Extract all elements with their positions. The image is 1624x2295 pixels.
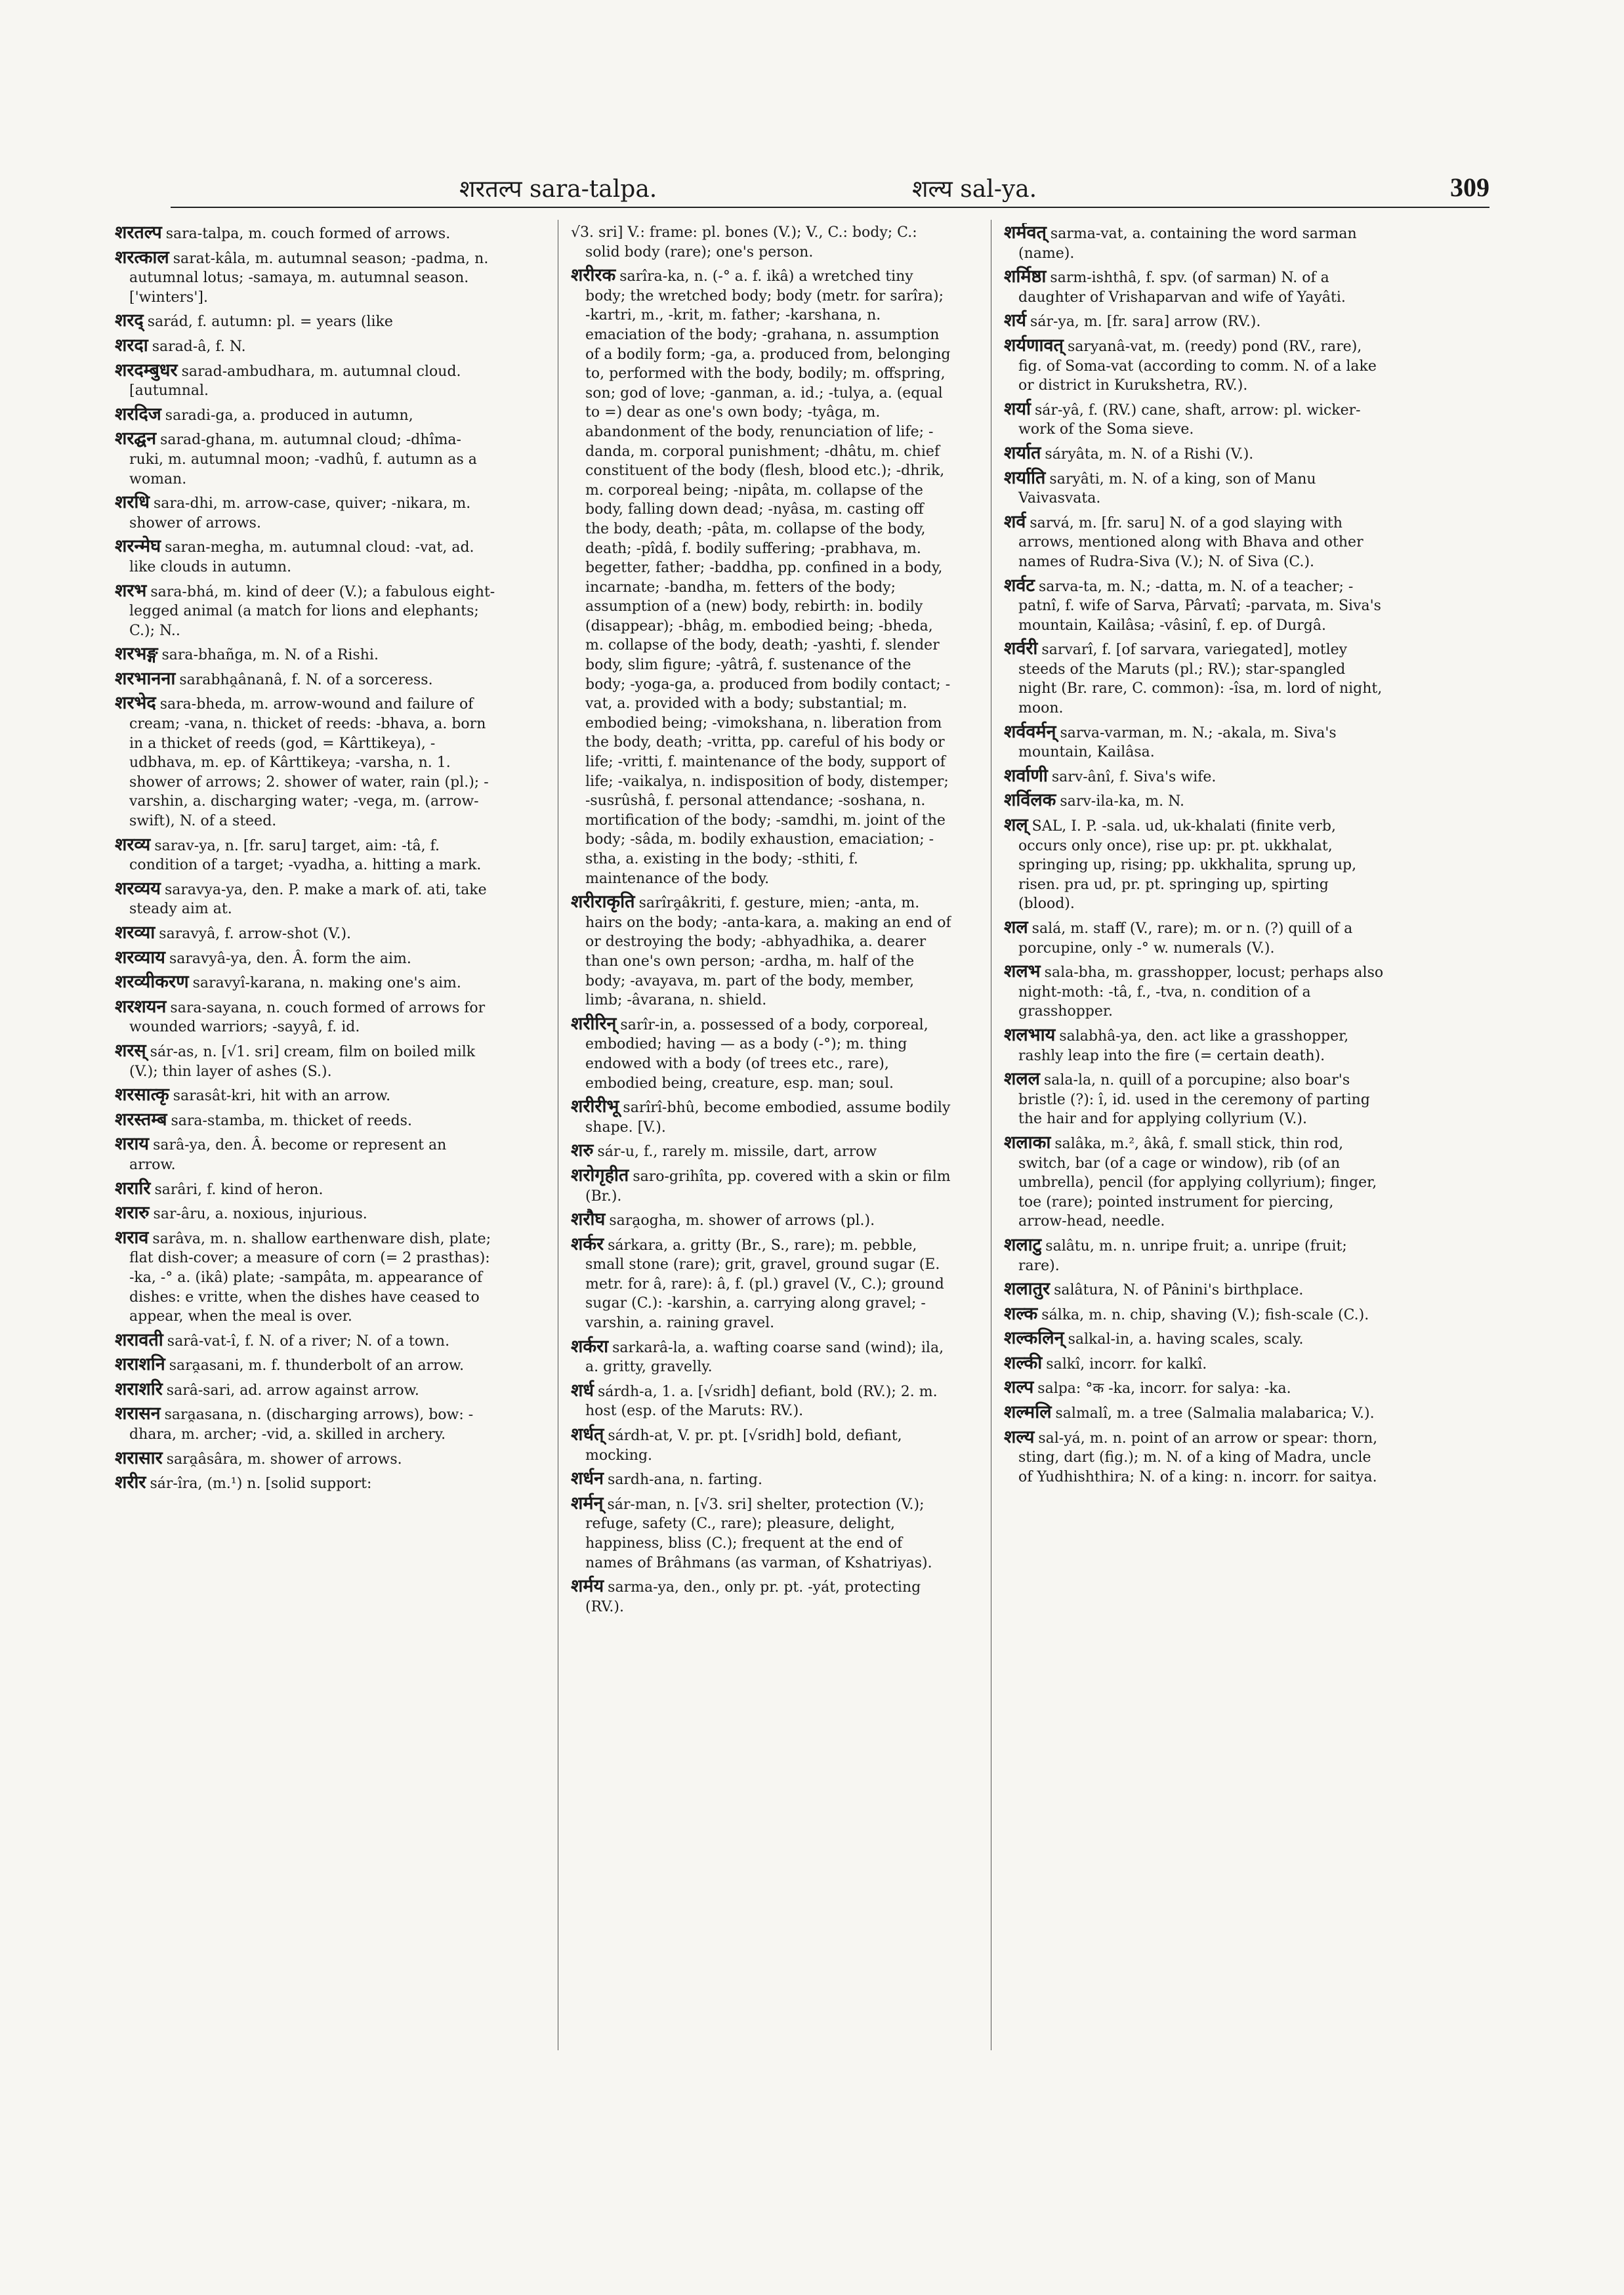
dictionary-entry [115, 581, 495, 641]
entry-definition: sarad-ghana, m. autumnal cloud; -dhîma-ruki, m. autumnal moon; -vadhû, f. autumn as a woman. [129, 432, 477, 487]
entry-headword: शरदा [115, 335, 148, 356]
entry-definition: sarîrî-bhû, become embodied, assume bodily shape. [V.). [585, 1100, 951, 1136]
entry-headword: शरासार [115, 1447, 163, 1468]
dictionary-entry [115, 311, 495, 332]
entry-definition: sár-u, f., rarely m. missile, dart, arrow [597, 1144, 877, 1161]
dictionary-entry [1004, 639, 1385, 718]
entry-definition: salâtu, m. n. unripe fruit; a. unripe (fruit; rare). [1018, 1237, 1347, 1274]
entry-headword: शर्व [1004, 511, 1026, 532]
dictionary-entry [115, 1355, 495, 1376]
dictionary-entry [1004, 400, 1385, 440]
dictionary-entry [115, 248, 495, 308]
entry-definition: sara̯asana, n. (discharging arrows), bow: -dhara, m. archer; -vid, a. skilled in archery. [129, 1407, 474, 1443]
dictionary-entry [571, 1235, 951, 1333]
entry-definition: salkî, incorr. for kalkî. [1046, 1355, 1207, 1373]
dictionary-entry [115, 1085, 495, 1106]
dictionary-entry [115, 693, 495, 831]
entry-headword: शल् [1004, 815, 1028, 836]
entry-headword: शरव्यय [115, 878, 161, 899]
entry-definition: saravyâ, f. arrow-shot (V.). [159, 926, 352, 942]
entry-headword: शरन्मेघ [115, 536, 161, 557]
dictionary-entry [115, 923, 495, 944]
entry-headword: शलल [1004, 1069, 1040, 1090]
entry-headword: शरदिज [115, 403, 161, 424]
page-number: 309 [1450, 173, 1489, 202]
entry-headword: शल्क [1004, 1303, 1038, 1324]
dictionary-entry [571, 1494, 951, 1573]
dictionary-entry [115, 948, 495, 969]
entry-headword: शरव्य [115, 834, 151, 855]
entry-headword: शरभङ्ग [115, 644, 158, 665]
entry-headword: शरीरक [571, 265, 616, 286]
entry-headword: शलभाय [1004, 1024, 1056, 1045]
entry-headword: शर्कर [571, 1233, 604, 1254]
header-left-catchword: शरतल्प sara-talpa. [459, 176, 657, 203]
entry-definition: sarâri, f. kind of heron. [154, 1181, 323, 1198]
dictionary-entry [1004, 336, 1385, 396]
entry-headword: शल्मलि [1004, 1402, 1052, 1423]
entry-headword: शल्की [1004, 1352, 1043, 1373]
dictionary-entry [1004, 1354, 1385, 1375]
entry-definition: sara-bhañga, m. N. of a Rishi. [161, 647, 379, 664]
entry-headword: शर्मिष्ठा [1004, 266, 1047, 287]
entry-definition: saryâti, m. N. of a king, son of Manu Vaivasvata. [1018, 470, 1316, 507]
dictionary-entry [115, 493, 495, 533]
dictionary-entry [571, 1381, 951, 1421]
entry-headword: शरस् [115, 1040, 146, 1061]
dictionary-entry [1004, 444, 1385, 465]
entry-definition: sara-stamba, m. thicket of reeds. [171, 1112, 412, 1129]
entry-headword: शर्धन [571, 1468, 604, 1489]
dictionary-entry [1004, 267, 1385, 307]
dictionary-entry [115, 997, 495, 1037]
entry-headword: शर्करा [571, 1336, 609, 1357]
entry-definition: sár-man, n. [√3. sri] shelter, protection (V.); refuge, safety (C., rare); pleasure, delight, happiness, bliss (C.); frequent at the end of names of Brâhmans (as varman, of Kshatriyas). [585, 1496, 932, 1571]
dictionary-entry [571, 1577, 951, 1617]
entry-headword: शरासन [115, 1403, 161, 1424]
dictionary-entry [115, 537, 495, 577]
entry-definition: sár-îra, (m.¹) n. [solid support: [150, 1476, 372, 1493]
dictionary-entry [1004, 1235, 1385, 1275]
entry-headword: शरीरिन् [571, 1013, 617, 1034]
running-header [171, 172, 1489, 211]
header-right-catchword: शल्य sal-ya. [912, 176, 1037, 203]
entry-headword: शराशनि [115, 1354, 165, 1375]
entry-definition: sara̯asani, m. f. thunderbolt of an arrow. [169, 1357, 465, 1375]
entry-definition: sár-yâ, f. (RV.) cane, shaft, arrow: pl. wicker-work of the Soma sieve. [1018, 402, 1361, 438]
entry-definition: sarat-kâla, m. autumnal season; -padma, n. autumnal lotus; -samaya, m. autumnal season. ['winters']. [129, 250, 489, 306]
entry-headword: शर्मवत् [1004, 223, 1047, 243]
dictionary-entry [1004, 918, 1385, 958]
entry-definition: sarma-ya, den., only pr. pt. -yát, protecting (RV.). [585, 1579, 921, 1615]
entry-definition: sálka, m. n. chip, shaving (V.); fish-scale (C.). [1041, 1306, 1369, 1323]
entry-headword: शरसात्कृ [115, 1085, 169, 1106]
dictionary-entry [571, 1141, 951, 1162]
entry-headword: शल्प [1004, 1377, 1034, 1398]
entry-definition: sara̯ogha, m. shower of arrows (pl.). [609, 1212, 875, 1230]
entry-headword: शरशयन [115, 996, 167, 1017]
dictionary-entry [571, 1210, 951, 1231]
entry-definition: saro-grihîta, pp. covered with a skin or film (Br.). [585, 1168, 951, 1205]
entry-definition: sarâ-ya, den. Â. become or represent an arrow. [129, 1137, 447, 1173]
entry-definition: sarm-ishthâ, f. spv. (of sarman) N. of a daughter of Vrishaparvan and wife of Yayâti. [1018, 270, 1346, 306]
dictionary-entry [1004, 766, 1385, 787]
dictionary-entry [115, 835, 495, 875]
dictionary-entry [1004, 1279, 1385, 1300]
dictionary-entry [571, 1425, 951, 1465]
dictionary-entry [1004, 1069, 1385, 1129]
entry-headword: शरोगृहीत [571, 1165, 629, 1186]
entry-headword: शर्यात [1004, 442, 1041, 463]
dictionary-entry [571, 1469, 951, 1490]
entry-definition: sarva-ta, m. N.; -datta, m. N. of a teacher; -patnî, f. wife of Sarva, Pârvatî; -parvata, m. Siva's mountain, Kailâsa; -vâsinî, f. ep. of Durgâ. [1018, 578, 1381, 634]
entry-headword: शरभेद [115, 693, 156, 714]
entry-headword: शलातुर [1004, 1279, 1051, 1300]
entry-definition: sara-talpa, m. couch formed of arrows. [165, 226, 451, 242]
entry-headword: शरीराकृति [571, 892, 635, 913]
entry-headword: शल्कलिन् [1004, 1328, 1064, 1349]
dictionary-entry [115, 405, 495, 426]
entry-definition: sarîra̯âkriti, f. gesture, mien; -anta, m. hairs on the body; -anta-kara, a. making an end of or destroying the body; -abhyadhika, a. dearer than one's own person; -ardha, m. half of the body; -avayava, m. part of the body, member, limb; -âvarana, n. shield. [585, 895, 951, 1009]
entry-headword: शर्वाणी [1004, 765, 1048, 786]
dictionary-entry [1004, 1403, 1385, 1424]
entry-definition: sár-ya, m. [fr. sara] arrow (RV.). [1030, 314, 1261, 331]
entry-definition: saradi-ga, a. produced in autumn, [165, 407, 413, 424]
entry-headword: शर्या [1004, 398, 1031, 419]
entry-definition: sarma-vat, a. containing the word sarman (name). [1018, 226, 1357, 262]
dictionary-entry [115, 669, 495, 690]
entry-definition: sarvá, m. [fr. saru] N. of a god slaying with arrows, mentioned along with Bhava and other names of Rudra-Siva (V.); N. of Siva (C.). [1018, 514, 1364, 570]
entry-headword: शर्धत् [571, 1424, 604, 1445]
dictionary-entry [115, 644, 495, 665]
entry-headword: शरु [571, 1140, 594, 1161]
entry-definition: sara-sayana, n. couch formed of arrows for wounded warriors; -sayyâ, f. id. [129, 999, 486, 1036]
entry-definition: sárkara, a. gritty (Br., S., rare); m. pebble, small stone (rare); grit, gravel, ground sugar (E. metr. for â, rare): â, f. (pl.) gravel (V., C.); ground sugar (C.): -karshin, a. carrying along gravel; -varshin, a. raining gravel. [585, 1237, 944, 1332]
entry-headword: शरद् [115, 310, 144, 331]
entry-definition: sara̯âsâra, m. shower of arrows. [166, 1451, 402, 1468]
entry-headword: शराशरि [115, 1378, 163, 1399]
entry-definition: sarkarâ-la, a. wafting coarse sand (wind); ila, a. gritty, gravelly. [585, 1339, 944, 1376]
entry-definition: sarîra-ka, n. (-° a. f. ikâ) a wretched tiny body; the wretched body; body (metr. for sarîra); -kartri, m., -krit, m. father; -karshana, n. emaciation of the body; -grahana, n. assumption of a bodily form; -ga, a. produced from, belonging to, performed with the body, bodily; m. offspring, son; god of love; -ganman, a. id.; -tulya, a. (equal to =) dear as one's own body; -tyâga, m. abandonment of the body, renunciation of life; -danda, m. corporal punishment; -dhâtu, m. chief constituent of the body (flesh, blood etc.); -dhrik, m. corporeal being; -nipâta, m. collapse of the body, falling down dead; -nyâsa, m. casting off the body, death; -pâta, m. collapse of the body, death; -pîdâ, f. bodily suffering; -prabhava, m. begetter, father; -baddha, pp. confined in a body, incarnate; -bandha, m. fetters of the body; assumption of a (new) body, rebirth: in. bodily (disappear); -bhâg, m. embodied being; -bheda, m. collapse of the body, death; -yashti, f. slender body, slim figure; -yâtrâ, f. sustenance of the body; -yoga-ga, a. produced from bodily contact; -vat, a. provided with a body; substantial; m. embodied being; -vimokshana, n. liberation from the body, death; -vritta, pp. careful of his body or life; -vritti, f. maintenance of the body, support of life; -vaikalya, n. indisposition of body, distemper; -susrûshâ, f. personal attendance; -soshana, n. mortification of the body; -samdhi, m. joint of the body; -sâda, m. bodily exhaustion, emaciation; -stha, a. existing in the body; -sthiti, f. maintenance of the body. [585, 268, 951, 887]
entry-definition: sáryâta, m. N. of a Rishi (V.). [1045, 445, 1254, 463]
entry-headword: शलभ [1004, 961, 1041, 982]
dictionary-entry [571, 1097, 951, 1137]
entry-definition: SAL, I. P. -sala. ud, uk-khalati (finite verb, occurs only once), rise up: pr. pt. ukkhalat, springing up, rising; pp. ukkhalita, sprung up, risen. pra ud, pr. pt. springing up, spirting (blood). [1018, 818, 1357, 913]
dictionary-entry [115, 429, 495, 489]
entry-headword: शर्याति [1004, 467, 1046, 488]
entry-headword: शरधि [115, 492, 150, 513]
entry-headword: शलाका [1004, 1132, 1051, 1153]
entry-definition: sarv-ânî, f. Siva's wife. [1051, 768, 1217, 785]
dictionary-entry [1004, 1329, 1385, 1350]
dictionary-entry [115, 1228, 495, 1327]
entry-headword: शर्विलक [1004, 790, 1056, 811]
entry-definition: sarad-ambudhara, m. autumnal cloud. [autumnal. [129, 363, 461, 400]
entry-definition: salâka, m.², âkâ, f. small stick, thin rod, switch, bar (of a cage or window), rib (of an umbrella), pencil (for applying collyrium); finger, toe (rare); pointed instrument for piercing, arrow-head, needle. [1018, 1135, 1377, 1230]
entry-headword: शरारु [115, 1203, 150, 1224]
entry-definition: sarîr-in, a. possessed of a body, corporeal, embodied; having — as a body (-°); m. thing endowed with a body (of trees etc., rare), embodied being, creature, esp. man; soul. [585, 1016, 928, 1092]
entry-definition: sara-bheda, m. arrow-wound and failure of cream; -vana, n. thicket of reeds: -bhava, a. born in a thicket of reeds (god, = Kârttikeya), -udbhava, m. ep. of Kârttikeya; -varsha, n. 1. shower of arrows; 2. shower of water, rain (pl.); -varshin, a. discharging water; -vega, m. (arrow-swift), N. of a steed. [129, 696, 489, 830]
dictionary-entry [571, 266, 951, 888]
dictionary-entry [1004, 512, 1385, 572]
entry-definition: sarâva, m. n. shallow earthenware dish, plate; flat dish-cover; a measure of corn (= 2 prasthas): -ka, -° a. (ikâ) plate; -sampâta, m. appearance of dishes: e vritte, when the dishes have ceased to appear, when the meal is over. [129, 1230, 491, 1325]
entry-definition: salpa: °क -ka, incorr. for salya: -ka. [1037, 1380, 1291, 1397]
entry-headword: शल्य [1004, 1426, 1035, 1447]
entry-headword: शरीर [115, 1472, 146, 1493]
entry-definition: salkal-in, a. having scales, scaly. [1068, 1331, 1304, 1348]
entry-headword: शरस्तम्ब [115, 1109, 167, 1130]
dictionary-entry [115, 1179, 495, 1200]
entry-headword: शरारि [115, 1178, 151, 1199]
dictionary-entry [115, 1041, 495, 1081]
entry-headword: शर्यणावत् [1004, 335, 1064, 356]
entry-headword: शरौघ [571, 1209, 606, 1230]
entry-definition: saravyî-karana, n. making one's aim. [192, 975, 461, 992]
entry-headword: शर्वरी [1004, 638, 1038, 659]
entry-definition: sarv-ila-ka, m. N. [1060, 793, 1184, 810]
dictionary-entry [115, 972, 495, 993]
entry-definition: salabhâ-ya, den. act like a grasshopper, rashly leap into the fire (= certain death). [1018, 1027, 1349, 1064]
entry-headword: शर्य [1004, 310, 1027, 331]
entry-definition: sárdh-at, V. pr. pt. [√sridh] bold, defiant, mocking. [585, 1428, 902, 1464]
entry-definition: sarâ-vat-î, f. N. of a river; N. of a town. [167, 1333, 450, 1350]
dictionary-entry [1004, 1378, 1385, 1399]
entry-headword: शरावती [115, 1329, 163, 1350]
dictionary-column-3 [1004, 223, 1385, 2047]
dictionary-entry [1004, 722, 1385, 762]
dictionary-entry [571, 1014, 951, 1093]
dictionary-entry [115, 1203, 495, 1224]
entry-definition: sara-bhá, m. kind of deer (V.); a fabulous eight-legged animal (a match for lions and elephants; C.); N.. [129, 583, 495, 639]
entry-headword: शराय [115, 1134, 150, 1155]
entry-definition: √3. sri] V.: frame: pl. bones (V.); V., C.: body; C.: solid body (rare); one's person. [571, 224, 917, 260]
entry-definition: sarva-varman, m. N.; -akala, m. Siva's mountain, Kailâsa. [1018, 724, 1337, 761]
entry-definition: sarád, f. autumn: pl. = years (like [147, 314, 393, 331]
entry-headword: शर्ववर्मन् [1004, 721, 1056, 742]
dictionary-entry [115, 1110, 495, 1131]
entry-headword: शर्वट [1004, 575, 1035, 596]
dictionary-entry [1004, 311, 1385, 332]
dictionary-entry [115, 336, 495, 357]
entry-definition: saravya-ya, den. P. make a mark of. ati, take steady aim at. [129, 881, 487, 918]
entry-headword: शराव [115, 1227, 149, 1248]
entry-headword: शरत्काल [115, 247, 169, 268]
entry-definition: sarabha̯ânanâ, f. N. of a sorceress. [179, 671, 433, 688]
entry-headword: शर्मय [571, 1576, 604, 1597]
dictionary-entry [1004, 816, 1385, 914]
entry-definition: saravyâ-ya, den. Â. form the aim. [169, 950, 411, 967]
dictionary-entry [115, 361, 495, 401]
dictionary-entry [1004, 1133, 1385, 1231]
entry-definition: sarasât-kri, hit with an arrow. [173, 1088, 391, 1105]
entry-definition: sal-yá, m. n. point of an arrow or spear: thorn, sting, dart (fig.); m. N. of a king of Madra, uncle of Yudhishthira; N. of a king: n. incorr. for saitya. [1018, 1430, 1378, 1485]
entry-headword: शरतल्प [115, 223, 162, 243]
entry-definition: saryanâ-vat, m. (reedy) pond (RV., rare), fig. of Soma-vat (according to comm. N. of a lake or district in Kurukshetra, RV.). [1018, 338, 1377, 394]
entry-definition: sarâ-sari, ad. arrow against arrow. [166, 1382, 419, 1399]
entry-headword: शलाटु [1004, 1234, 1042, 1255]
dictionary-entry [571, 892, 951, 1010]
dictionary-entry [115, 1331, 495, 1352]
dictionary-entry [1004, 791, 1385, 812]
entry-definition: sarav-ya, n. [fr. saru] target, aim: -tâ, f. condition of a target; -vyadha, a. hitting a mark. [129, 837, 482, 874]
dictionary-entry [1004, 1025, 1385, 1065]
dictionary-entry [115, 1134, 495, 1174]
dictionary-entry [1004, 1304, 1385, 1325]
dictionary-column-2 [571, 223, 951, 2047]
dictionary-entry [1004, 1428, 1385, 1487]
header-rule [171, 207, 1489, 208]
entry-definition: sala-la, n. quill of a porcupine; also boar's bristle (?): î, id. used in the ceremony of parting the hair and for applying collyrium (V.). [1018, 1072, 1370, 1128]
entry-definition: sar-âru, a. noxious, injurious. [153, 1206, 367, 1223]
entry-definition: sara-dhi, m. arrow-case, quiver; -nikara, m. shower of arrows. [129, 495, 471, 531]
dictionary-entry [115, 1449, 495, 1470]
entry-headword: शरभानना [115, 668, 176, 689]
entry-definition: sala-bha, m. grasshopper, locust; perhaps also night-moth: -tâ, f., -tva, n. condition of a grasshopper. [1018, 964, 1384, 1020]
dictionary-entry [571, 1337, 951, 1377]
dictionary-entry [1004, 468, 1385, 508]
dictionary-entry [115, 1473, 495, 1494]
entry-headword: शरव्या [115, 922, 156, 943]
entry-headword: शरव्यीकरण [115, 972, 189, 993]
dictionary-entry [115, 1404, 495, 1444]
entry-headword: शरदम्बुधर [115, 360, 178, 381]
entry-definition: sárdh-a, 1. a. [√sridh] defiant, bold (RV.); 2. m. host (esp. of the Maruts: RV.). [585, 1383, 938, 1420]
entry-definition: saran-megha, m. autumnal cloud: -vat, ad. like clouds in autumn. [129, 539, 474, 575]
entry-headword: शर्ध [571, 1380, 594, 1401]
entry-headword: शरद्घन [115, 428, 157, 449]
entry-definition: salâtura, N. of Pânini's birthplace. [1054, 1282, 1304, 1299]
entry-headword: शर्मन् [571, 1493, 604, 1514]
dictionary-entry [1004, 962, 1385, 1022]
entry-definition: salmalî, m. a tree (Salmalia malabarica; V.). [1055, 1405, 1375, 1422]
dictionary-entry [115, 879, 495, 919]
entry-headword: शल [1004, 917, 1028, 938]
dictionary-entry [1004, 223, 1385, 263]
dictionary-entry [1004, 576, 1385, 636]
dictionary-entry [115, 1380, 495, 1401]
entry-definition: sár-as, n. [√1. sri] cream, film on boiled milk (V.); thin layer of ashes (S.). [129, 1043, 476, 1080]
entry-headword: शरीरीभू [571, 1096, 619, 1117]
dictionary-entry [571, 223, 951, 262]
entry-definition: sarad-â, f. N. [152, 338, 246, 355]
entry-headword: शरव्याय [115, 947, 165, 968]
entry-headword: शरभ [115, 580, 147, 601]
entry-definition: salá, m. staff (V., rare); m. or n. (?) quill of a porcupine, only -° w. numerals (V.). [1018, 920, 1353, 957]
dictionary-entry [115, 223, 495, 244]
entry-definition: sardh-ana, n. farting. [607, 1472, 763, 1489]
dictionary-column-1 [115, 223, 495, 2047]
dictionary-entry [571, 1166, 951, 1206]
entry-definition: sarvarî, f. [of sarvara, variegated], motley steeds of the Maruts (pl.; RV.); star-spangled night (Br. rare, C. common): -îsa, m. lord of night, moon. [1018, 642, 1383, 717]
